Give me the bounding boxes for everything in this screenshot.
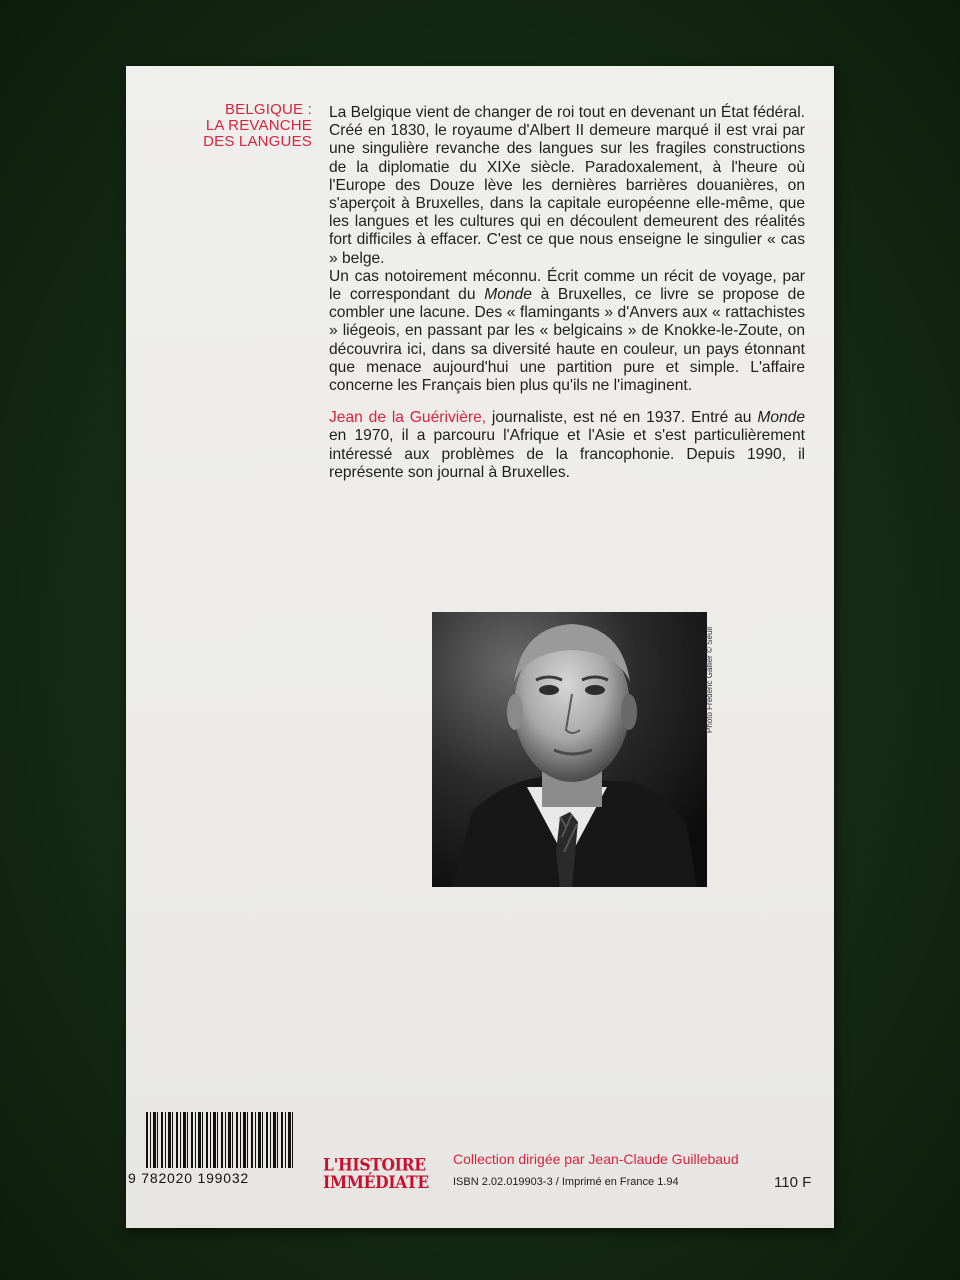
blurb-p2-monde: Monde <box>484 286 532 304</box>
book-back-cover <box>126 66 834 1228</box>
author-portrait-image <box>432 612 707 887</box>
author-bio-start: journaliste, est né en 1937. Entré au <box>486 409 758 427</box>
blurb-p2-end: à Bruxelles, ce livre se propose de combler une lacune. Des « flamingants » d'Anvers aux « rattachistes » liégeois, en passant par les « belgicains » de Knokke-le-Zoute, on découvrira ici, dans sa diversité haute en couleur, un pays étonnant que menace aujourd'hui une partition pure et simple. L'affaire concerne les Français bien plus qu'ils ne l'imaginent. <box>329 286 805 395</box>
author-name: Jean de la Guérivière, <box>329 409 487 427</box>
author-bio <box>329 409 805 482</box>
author-bio-end: en 1970, il a parcouru l'Afrique et l'Asie et s'est particulièrement intéressé aux problèmes de la francophonie. Depuis 1990, il représente son journal à Bruxelles. <box>329 427 805 481</box>
series-title-line-3: DES LANGUES <box>203 133 312 150</box>
price: 110 F <box>774 1174 812 1191</box>
blurb-text <box>329 104 805 482</box>
collection-editor: Collection dirigée par Jean-Claude Guillebaud <box>453 1151 739 1167</box>
blurb-p2-start: Un cas notoirement méconnu. Écrit comme un récit de voyage, par le correspondant du <box>329 267 805 304</box>
publisher-logo <box>323 1153 438 1193</box>
series-title-line-1: BELGIQUE : <box>224 101 312 118</box>
logo-line-1: L'HISTOIRE <box>323 1153 426 1175</box>
author-bio-monde: Monde <box>757 409 806 427</box>
series-title-line-2: LA REVANCHE <box>205 117 312 134</box>
isbn-line: ISBN 2.02.019903-3 / Imprimé en France 1.94 <box>453 1176 679 1188</box>
blurb-paragraph-1: La Belgique vient de changer de roi tout en devenant un État fédéral. Créé en 1830, le royaume d'Albert II demeure marqué il est vrai par une singulière revanche des langues sur les fragiles constructions de la diplomatie du XIXe siècle. Paradoxalement, à l'heure où l'Europe des Douze lève les dernières barrières douanières, on s'aperçoit à Bruxelles, dans la capitale européenne elle-même, que les langues et les cultures qui en découlent demeurent des réalités fort difficiles à effacer. C'est ce que nous enseigne le singulier « cas » belge. <box>329 104 805 267</box>
logo-line-2: IMMÉDIATE <box>323 1171 429 1193</box>
series-title <box>166 102 312 150</box>
photo-credit: Photo Frédéric Gallier © Seuil <box>705 627 714 733</box>
author-photo <box>432 612 707 887</box>
blurb-paragraph-2 <box>329 268 805 395</box>
barcode <box>146 1112 294 1168</box>
barcode-number: 9 782020 199032 <box>128 1170 249 1186</box>
